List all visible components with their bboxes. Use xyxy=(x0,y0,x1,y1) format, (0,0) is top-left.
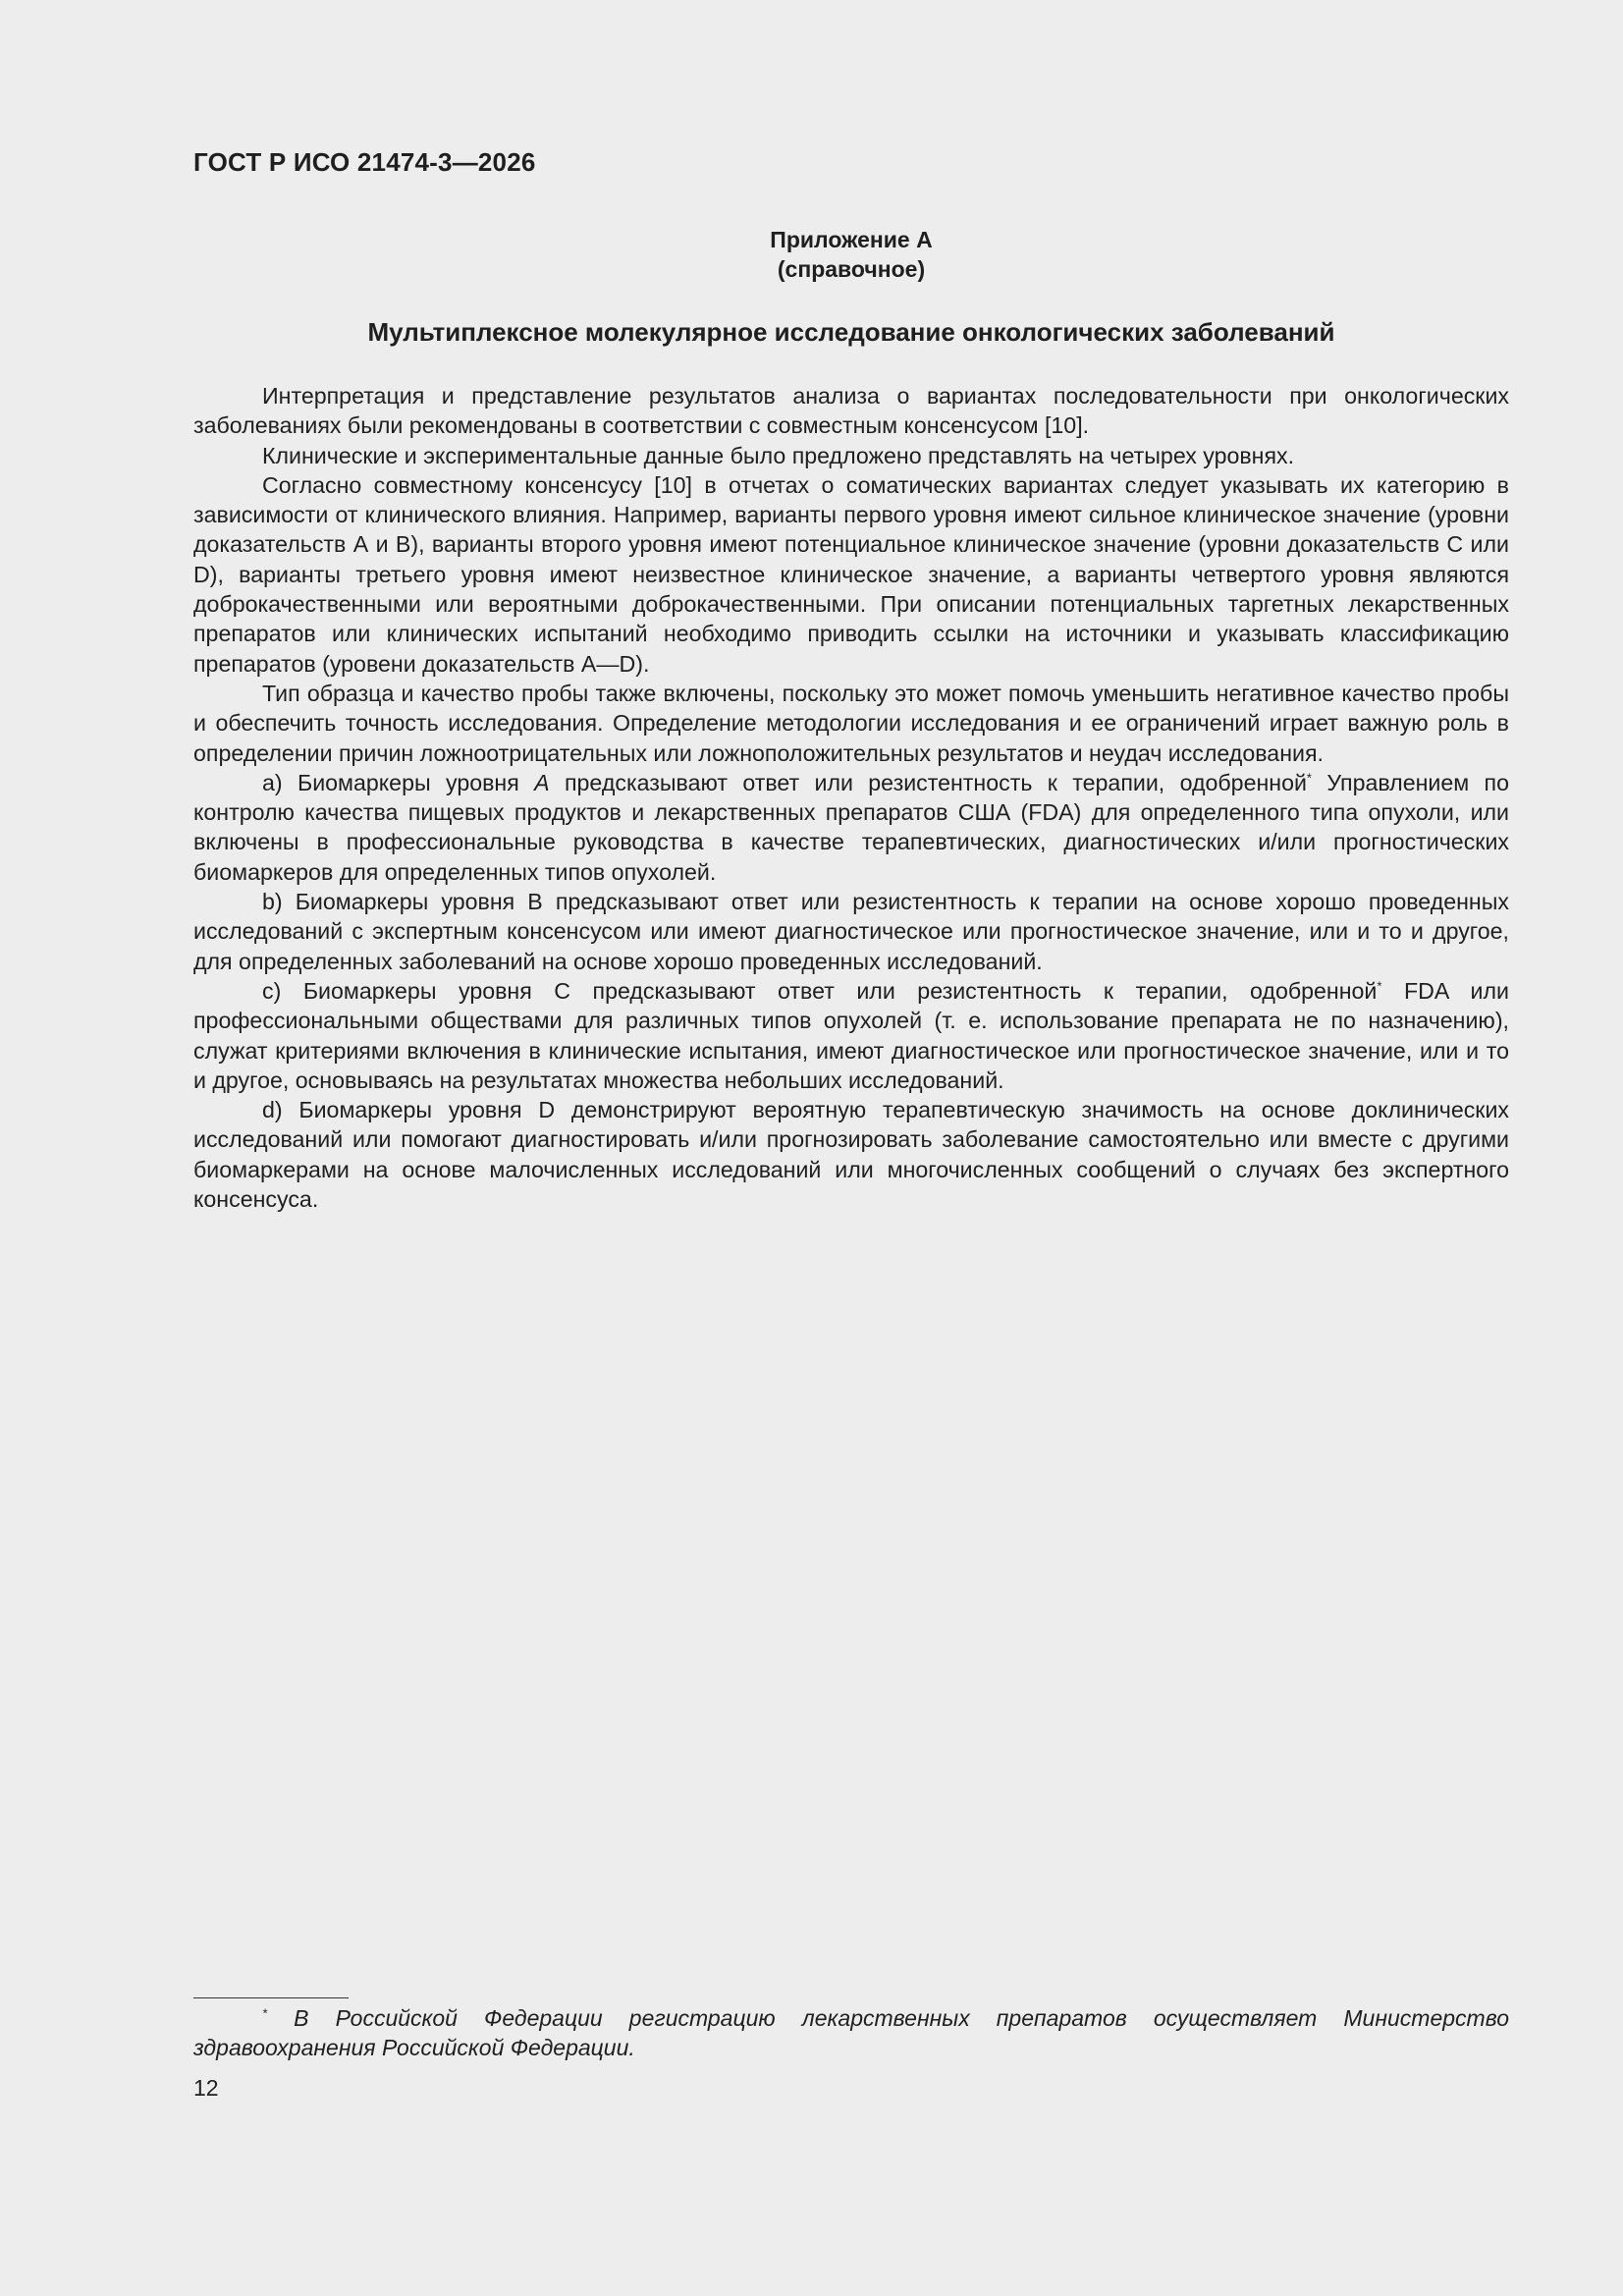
list-item-a xyxy=(193,768,1509,887)
list-item-d: d) Биомаркеры уровня D демонстрируют вероятную терапевтическую значимость на основе доклинических исследований или помогают диагностировать и/или прогнозировать заболевание самостоятельно или вместе с другими биомаркерами на основе малочисленных исследований или многочисленных сообщений о случаях без экспертного консенсуса. xyxy=(193,1097,1509,1213)
paragraph: Интерпретация и представление результатов анализа о вариантах последовательности при онкологических заболеваниях были рекомендованы в соответствии с совместным консенсусом [10]. xyxy=(193,383,1509,439)
list-item-c-rest: FDA или профессиональными обществами для различных типов опухолей (т. е. использование препарата не по назначению), служат критериями включения в клинические испытания, имеют диагностическое или прогностическое значение, или и то и другое, основываясь на результатах множества небольших исследований. xyxy=(193,977,1509,1093)
document-header: ГОСТ Р ИСО 21474-3—2026 xyxy=(193,147,536,177)
footnote-text: В Российской Федерации регистрацию лекарственных препаратов осуществляет Министерство здравоохранения Российской Федерации. xyxy=(193,2005,1509,2060)
list-item-a-rest: Управлением по контролю качества пищевых продуктов и лекарственных препаратов США (FDA) для определенного типа опухоли, или включены в профессиональные руководства в качестве терапевтических, диагностических и/или прогностических биомаркеров для определенных типов опухолей. xyxy=(193,769,1509,885)
list-item-a-prefix: a) Биомаркеры уровня xyxy=(262,769,535,795)
list-item-a-mid: предсказывают ответ или резистентность к терапии, одобренной xyxy=(549,769,1307,795)
footnote-reference: * xyxy=(1377,978,1382,994)
list-item-c-prefix: c) Биомаркеры уровня С предсказывают ответ или резистентность к терапии, одобренной xyxy=(262,977,1378,1004)
document-body xyxy=(193,381,1509,1214)
footnote-mark: * xyxy=(262,2005,268,2021)
page-number: 12 xyxy=(193,2075,219,2101)
list-item-c xyxy=(193,976,1509,1095)
paragraph: Клинические и экспериментальные данные было предложено представлять на четырех уровнях. xyxy=(262,442,1295,468)
paragraph: Тип образца и качество пробы также включены, поскольку это может помочь уменьшить негативное качество пробы и обеспечить точность исследования. Определение методологии исследования и ее ограничений играет важную роль в определении причин ложноотрицательных или ложноположительных результатов и неудач исследования. xyxy=(193,680,1509,766)
annex-subtitle: (справочное) xyxy=(777,256,926,282)
footnote-divider xyxy=(193,1997,349,1998)
paragraph: Согласно совместному консенсусу [10] в отчетах о соматических вариантах следует указывать их категорию в зависимости от клинического влияния. Например, варианты первого уровня имеют сильное клиническое значение (уровни доказательств А и В), варианты второго уровня имеют потенциальное клиническое значение (уровни доказательств С или D), варианты третьего уровня имеют неизвестное клиническое значение, а варианты четвертого уровня являются доброкачественными или вероятными доброкачественными. При описании потенциальных таргетных лекарственных препаратов или клинических испытаний необходимо приводить ссылки на источники и указывать классификацию препаратов (уровени доказательств А—D). xyxy=(193,471,1509,677)
list-item-a-level: А xyxy=(534,769,550,795)
list-item-b: b) Биомаркеры уровня В предсказывают ответ или резистентность к терапии на основе хорошо проведенных исследований с экспертным консенсусом или имеют диагностическое или прогностическое значение, или и то и другое, для определенных заболеваний на основе хорошо проведенных исследований. xyxy=(193,889,1509,974)
footnote xyxy=(193,2003,1509,2062)
footnote-reference: * xyxy=(1306,770,1312,786)
annex-title: Приложение А xyxy=(770,227,933,252)
section-title: Мультиплексное молекулярное исследование онкологических заболеваний xyxy=(367,317,1335,347)
